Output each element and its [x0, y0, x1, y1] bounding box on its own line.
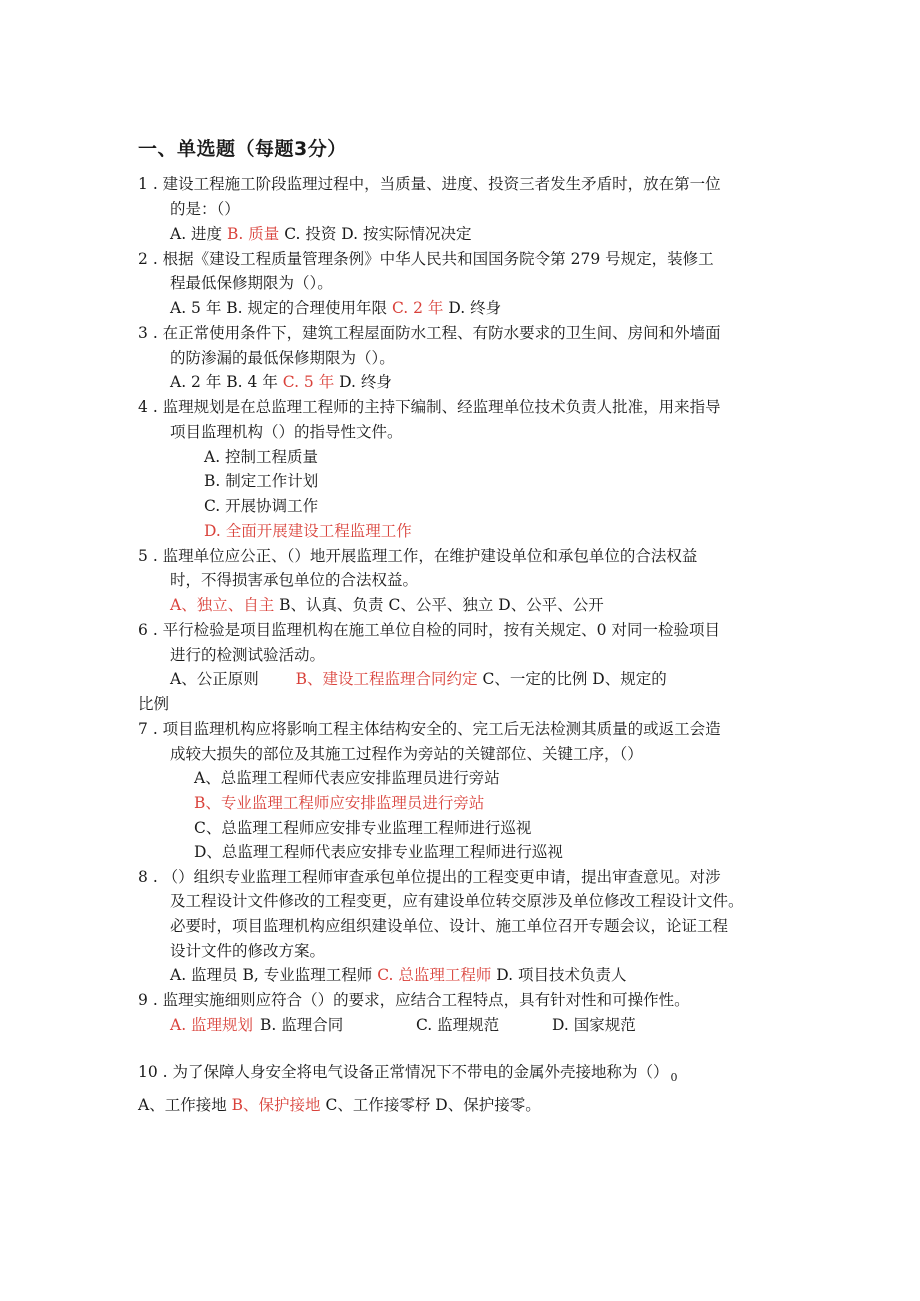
question-8-line-2: 及工程设计文件修改的工程变更，应有建设单位转交原涉及单位修改工程设计文件。: [170, 892, 744, 910]
option-d-answer: D. 全面开展建设工程监理工作: [204, 522, 412, 540]
option-c: C、一定的比例: [482, 670, 588, 688]
question-4-line-1: 4 . 监理规划是在总监理工程师的主持下编制、经监理单位技术负责人批准，用来指导: [138, 398, 721, 416]
question-2-line-2: 程最低保修期限为（）。: [170, 274, 333, 292]
option-a-answer: A. 监理规划: [170, 1016, 254, 1034]
option-c-answer: C. 总监理工程师: [377, 966, 492, 984]
question-3-line-2: 的防渗漏的最低保修期限为（）。: [170, 349, 395, 367]
question-7-line-2: 成较大损失的部位及其施工过程作为旁站的关键部位、关键工序，（）: [170, 745, 643, 763]
question-5-options: [170, 595, 604, 615]
question-number: 3: [138, 324, 148, 342]
option-c: C、公平、独立: [388, 596, 494, 614]
question-3-line-1: 3 . 在正常使用条件下，建筑工程屋面防水工程、有防水要求的卫生间、房间和外墙面: [138, 324, 721, 342]
question-number: 1: [138, 175, 148, 193]
option-d: D. 国家规范: [552, 1016, 636, 1034]
option-c: C. 监理规范: [416, 1016, 500, 1034]
option-c-answer: C. 5 年: [282, 373, 335, 391]
question-8-line-3: 必要时，项目监理机构应组织建设单位、设计、施工单位召开专题会议，论证工程: [170, 917, 729, 935]
option-a: A、总监理工程师代表应安排监理员进行旁站: [194, 769, 500, 787]
option-d: D. 终身: [448, 299, 502, 317]
question-2-line-1: 2 . 根据《建设工程质量管理条例》中华人民共和国国务院令第 279 号规定，装修工: [138, 250, 714, 268]
option-c-answer: C. 2 年: [391, 299, 444, 317]
question-7-line-1: 7 . 项目监理机构应将影响工程主体结构安全的、完工后无法检测其质量的或返工会造: [138, 720, 721, 738]
question-4-line-2: 项目监理机构（）的指导性文件。: [170, 423, 403, 441]
question-5-line-1: 5 . 监理单位应公正、（）地开展监理工作，在维护建设单位和承包单位的合法权益: [138, 547, 698, 565]
option-a: A、公正原则: [170, 670, 259, 688]
option-d: D、保护接零。: [435, 1096, 541, 1114]
option-a: A、工作接地: [138, 1096, 227, 1114]
option-b: B. 规定的合理使用年限: [226, 299, 388, 317]
option-b: B、认真、负责: [279, 596, 384, 614]
question-5-line-2: 时，不得损害承包单位的合法权益。: [170, 571, 419, 589]
option-b: B, 专业监理工程师: [242, 966, 373, 984]
question-8-line-4: 设计文件的修改方案。: [170, 942, 326, 960]
option-b-answer: B、保护接地: [231, 1096, 321, 1114]
option-d: D. 按实际情况决定: [341, 225, 472, 243]
trailing-mark: 0: [670, 1071, 678, 1084]
option-a: A. 进度: [170, 225, 223, 243]
option-d: D、规定的: [592, 670, 667, 688]
question-number: 7: [138, 720, 148, 738]
option-d: D. 项目技术负责人: [496, 966, 627, 984]
question-2-options: [170, 298, 501, 318]
option-c: C. 投资: [284, 225, 337, 243]
option-b-answer: B. 质量: [227, 225, 280, 243]
question-1-options: [170, 224, 472, 244]
question-number: 5: [138, 547, 148, 565]
question-6-options: [170, 669, 667, 689]
option-b-answer: B、建设工程监理合同约定: [295, 670, 478, 688]
option-c: C. 开展协调工作: [204, 497, 319, 515]
question-6-line-1: 6 . 平行检验是项目监理机构在施工单位自检的同时，按有关规定、0 对同一检验项目: [138, 621, 720, 639]
option-b: B. 监理合同: [260, 1016, 344, 1034]
question-number: 4: [138, 398, 148, 416]
option-d: D、公平、公开: [498, 596, 604, 614]
option-a: A. 5 年: [170, 299, 222, 317]
option-c: C、工作接零杼: [325, 1096, 431, 1114]
question-8-line-1: 8 . （）组织专业监理工程师审查承包单位提出的工程变更申请，提出审查意见。对涉: [138, 868, 721, 886]
option-a: A. 2 年: [170, 373, 222, 391]
question-8-options: [170, 965, 627, 985]
option-b: B. 4 年: [226, 373, 278, 391]
section-title: 一、单选题（每题3分）: [138, 138, 347, 160]
option-d-continuation: 比例: [138, 695, 170, 713]
question-number: 2: [138, 250, 148, 268]
question-10-options: [138, 1095, 541, 1115]
question-10-line-1: 10 . 为了保障人身安全将电气设备正常情况下不带电的金属外壳接地称为（） $_0$: [138, 1063, 678, 1084]
option-a: A. 控制工程质量: [204, 448, 319, 466]
question-6-line-2: 进行的检测试验活动。: [170, 646, 326, 664]
option-c: C、总监理工程师应安排专业监理工程师进行巡视: [194, 819, 532, 837]
option-a: A. 监理员: [170, 966, 238, 984]
question-3-options: [170, 372, 392, 392]
option-b: B. 制定工作计划: [204, 472, 319, 490]
question-9-line-1: 9 . 监理实施细则应符合（）的要求，应结合工程特点，具有针对性和可操作性。: [138, 991, 690, 1009]
option-b-answer: B、专业监理工程师应安排监理员进行旁站: [194, 794, 485, 812]
question-1-line-1: 1 . 建设工程施工阶段监理过程中，当质量、进度、投资三者发生矛盾时，放在第一位: [138, 175, 721, 193]
question-number: 9: [138, 991, 148, 1009]
option-d: D、总监理工程师代表应安排专业监理工程师进行巡视: [194, 843, 563, 861]
question-number: 10: [138, 1063, 158, 1081]
option-a-answer: A、独立、自主: [170, 596, 275, 614]
question-1-line-2: 的是：（）: [170, 200, 240, 218]
question-number: 8: [138, 868, 148, 886]
option-d: D. 终身: [339, 373, 392, 391]
question-number: 6: [138, 621, 148, 639]
